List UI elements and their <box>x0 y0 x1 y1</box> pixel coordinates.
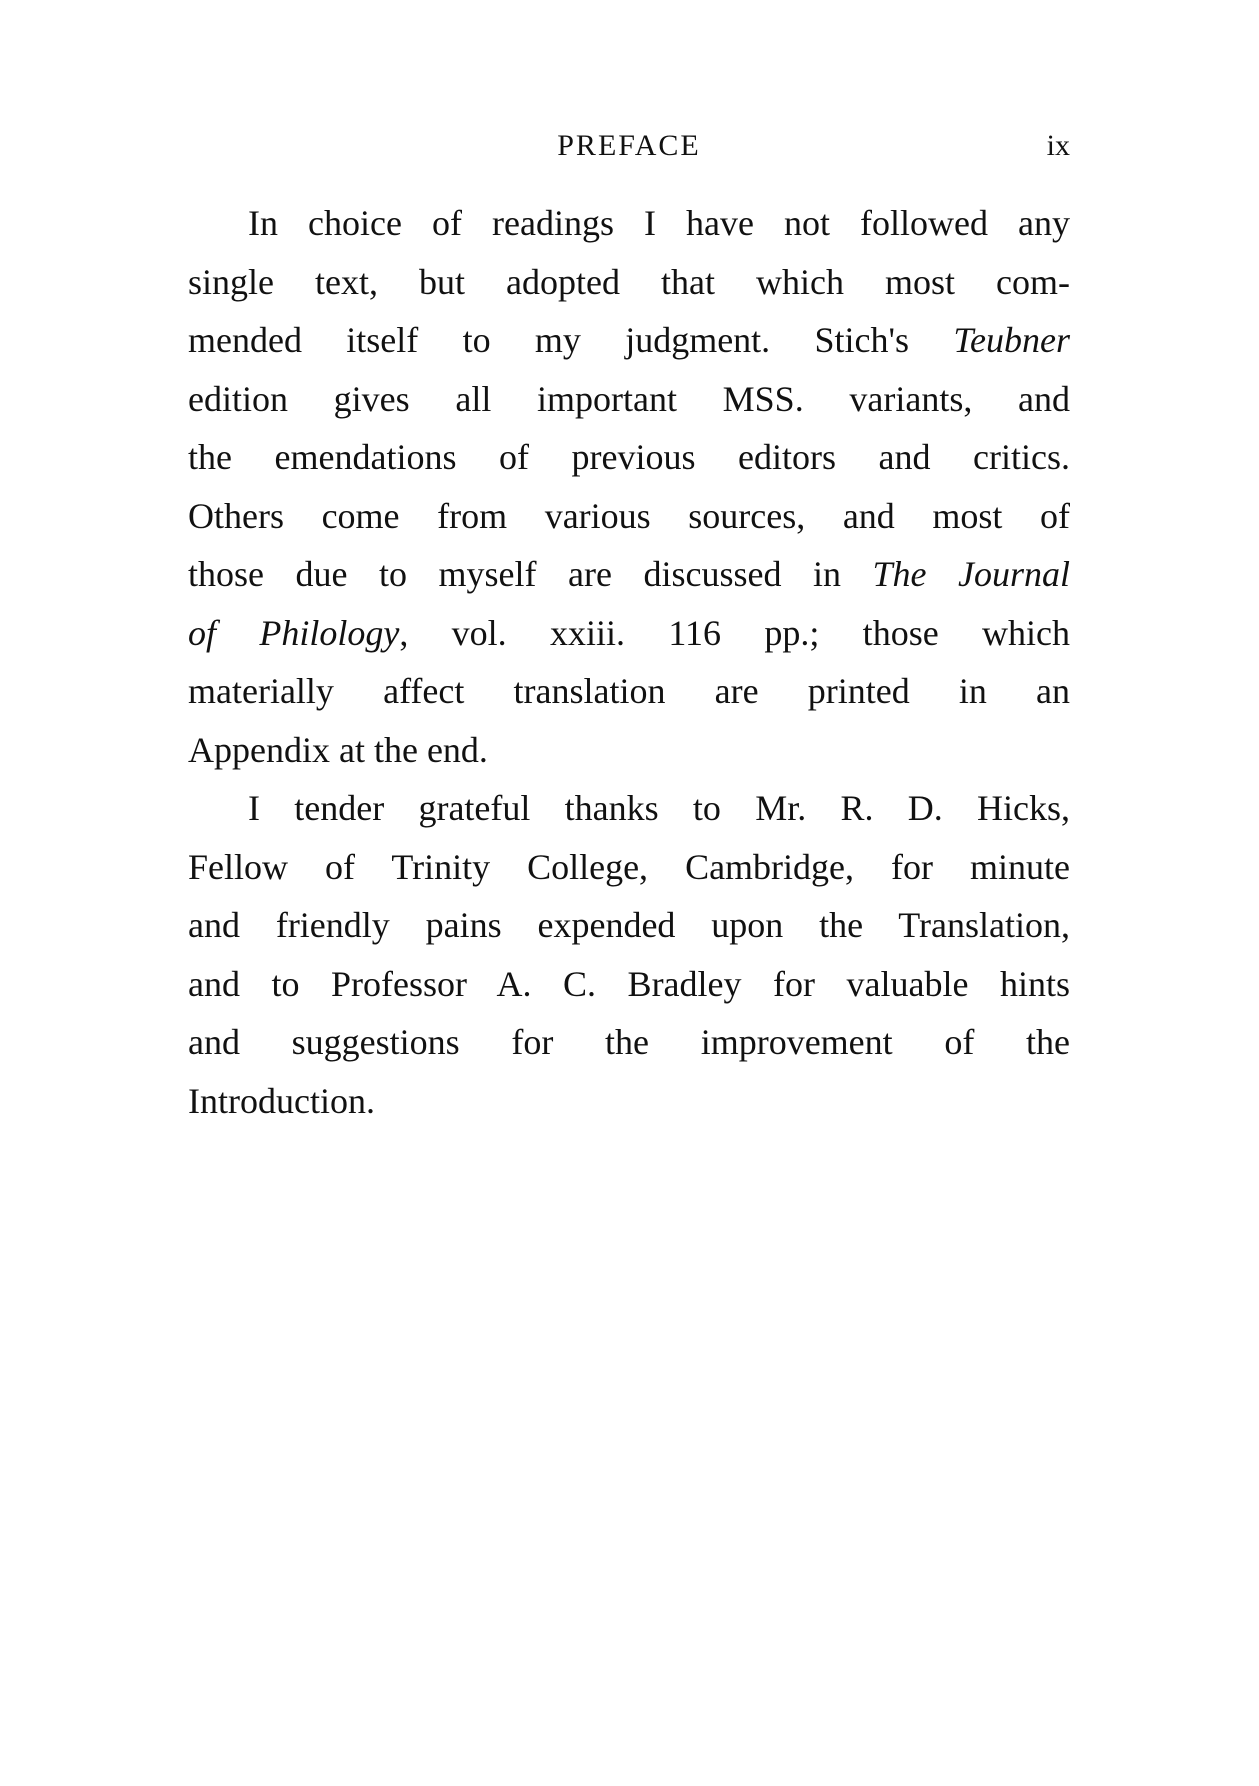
text-run: Introduction. <box>188 1080 375 1121</box>
text-run: mended itself to my judgment. Stich's <box>188 320 954 360</box>
text-line <box>188 253 1070 312</box>
text-line <box>188 955 1070 1014</box>
text-line <box>188 311 1070 370</box>
text-run: and suggestions for the improvement of the <box>188 1022 1070 1062</box>
text-run: those due to myself are discussed in <box>188 554 873 594</box>
text-line <box>188 1013 1070 1072</box>
text-line <box>188 1072 1070 1131</box>
italic-title: of Philology <box>188 612 400 653</box>
text-line <box>188 779 1070 838</box>
italic-title: The Journal <box>872 554 1070 594</box>
body-text <box>188 194 1070 1130</box>
italic-title: Teubner <box>953 320 1070 360</box>
text-run: and friendly pains expended upon the Translation, <box>188 905 1070 945</box>
text-run: single text, but adopted that which most com- <box>188 261 1070 302</box>
text-line <box>188 721 1070 780</box>
text-line <box>188 370 1070 429</box>
running-head <box>188 122 1070 170</box>
text-run: , vol. xxiii. 116 pp.; those which <box>399 612 1070 653</box>
text-run: In choice of readings I have not followed any <box>248 203 1070 243</box>
paragraph-2 <box>188 779 1070 1130</box>
text-line <box>188 428 1070 487</box>
text-run: edition gives all important MSS. variants, and <box>188 378 1070 419</box>
paragraph-1 <box>188 194 1070 779</box>
text-line <box>188 838 1070 897</box>
text-line <box>188 604 1070 663</box>
text-run: I tender grateful thanks to Mr. R. D. Hicks, <box>248 788 1070 828</box>
running-title: PREFACE <box>557 129 701 162</box>
text-run: Appendix at the end. <box>188 729 488 770</box>
text-run: Others come from various sources, and most of <box>188 495 1070 536</box>
text-line <box>188 194 1070 253</box>
text-run: and to Professor A. C. Bradley for valuable hints <box>188 963 1070 1004</box>
text-run: materially affect translation are printed in an <box>188 671 1070 711</box>
text-line <box>188 896 1070 955</box>
text-run: Fellow of Trinity College, Cambridge, for minute <box>188 846 1070 887</box>
text-line <box>188 545 1070 604</box>
page-number: ix <box>1046 129 1070 162</box>
text-line <box>188 662 1070 721</box>
text-line <box>188 487 1070 546</box>
text-run: the emendations of previous editors and critics. <box>188 437 1070 477</box>
